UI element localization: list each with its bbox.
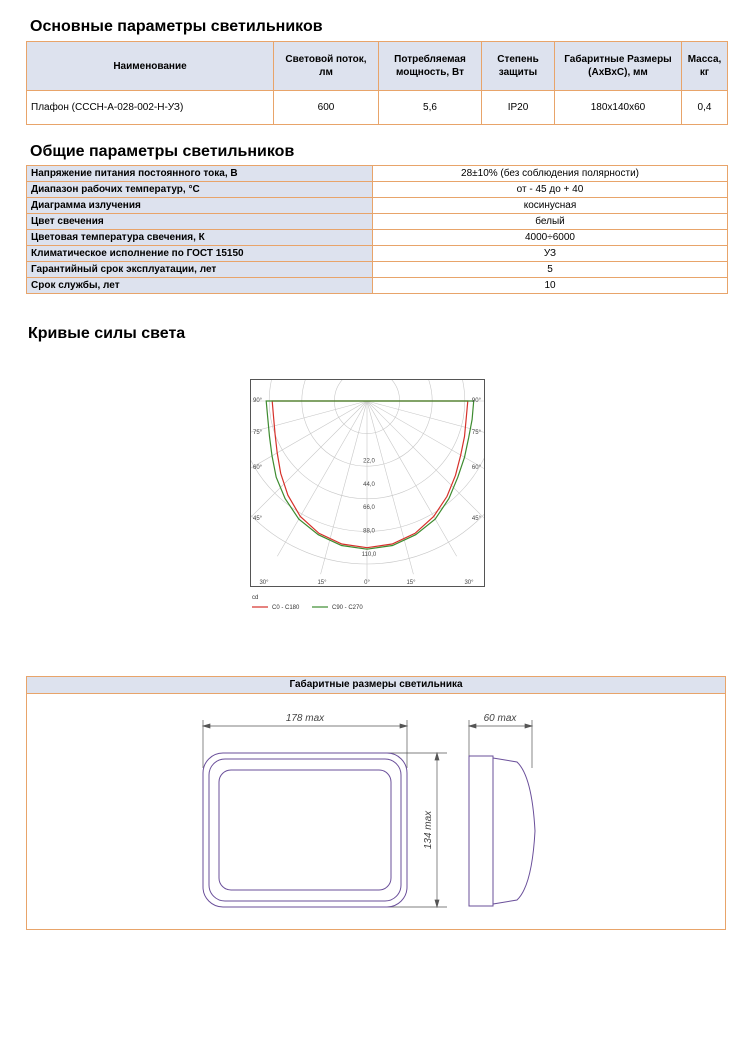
param-label: Срок службы, лет	[27, 278, 373, 294]
param-value: УЗ	[373, 246, 728, 262]
dimensions-drawing	[27, 694, 725, 930]
angle-label-left: 75°	[253, 430, 263, 436]
header-mass: Масса, кг	[682, 42, 728, 91]
angle-label-bottom: 15°	[317, 580, 327, 586]
radial-tick-label: 22,0	[363, 458, 375, 465]
general-row	[27, 214, 728, 230]
header-protection: Степень защиты	[482, 42, 555, 91]
cell-mass: 0,4	[682, 91, 728, 125]
param-label: Гарантийный срок эксплуатации, лет	[27, 262, 373, 278]
header-name: Наименование	[27, 42, 274, 91]
param-value: 5	[373, 262, 728, 278]
header-flux: Световой поток, лм	[274, 42, 379, 91]
angle-label-left: 90°	[253, 398, 263, 404]
dimensions-title: Габаритные размеры светильника	[27, 677, 725, 694]
angle-label-bottom: 15°	[406, 580, 416, 586]
front-outline	[203, 753, 407, 907]
side-base	[469, 756, 493, 906]
angle-label-left: 45°	[253, 516, 263, 522]
curves-title: Кривые силы света	[28, 325, 186, 342]
front-view	[203, 753, 407, 907]
angle-label-bottom: 0°	[364, 580, 370, 586]
front-rim	[209, 759, 401, 901]
param-label: Цветовая температура свечения, К	[27, 230, 373, 246]
param-label: Напряжение питания постоянного тока, В	[27, 166, 373, 182]
chart-unit-label: cd	[252, 595, 259, 601]
legend-label-c0: C0 - C180	[272, 605, 300, 611]
general-row	[27, 230, 728, 246]
general-row	[27, 182, 728, 198]
general-row	[27, 198, 728, 214]
angle-label-bottom: 30°	[259, 580, 269, 586]
cell-dimensions: 180х140х60	[555, 91, 682, 125]
angle-label-right: 90°	[471, 398, 481, 404]
param-value: от - 45 до + 40	[373, 182, 728, 198]
param-label: Диапазон рабочих температур, °С	[27, 182, 373, 198]
header-dimensions: Габаритные Размеры (АхВхС), мм	[555, 42, 682, 91]
general-row	[27, 262, 728, 278]
height-label: 134 max	[423, 810, 434, 850]
angle-label-bottom: 30°	[464, 580, 474, 586]
radial-tick-label: 66,0	[363, 505, 375, 512]
main-params-table	[26, 41, 728, 125]
polar-light-distribution-chart	[250, 379, 490, 619]
general-params-table	[26, 165, 728, 294]
param-value: 28±10% (без соблюдения полярности)	[373, 166, 728, 182]
header-power: Потребляемая мощность, Вт	[379, 42, 482, 91]
cell-protection: IP20	[482, 91, 555, 125]
cell-name: Плафон (ССCН-А-028-002-Н-УЗ)	[27, 91, 274, 125]
depth-label: 60 max	[483, 713, 517, 724]
angle-label-left: 60°	[253, 465, 263, 471]
general-row	[27, 278, 728, 294]
dimension-labels	[286, 713, 518, 849]
cell-flux: 600	[274, 91, 379, 125]
param-label: Диаграмма излучения	[27, 198, 373, 214]
radial-tick-label: 110,0	[361, 551, 377, 558]
dimension-lines	[203, 720, 532, 907]
general-row	[27, 166, 728, 182]
radial-tick-label: 88,0	[363, 528, 375, 535]
param-value: 10	[373, 278, 728, 294]
main-params-header-row	[27, 42, 728, 91]
dimensions-panel	[26, 676, 726, 930]
param-value: косинусная	[373, 198, 728, 214]
front-diffuser	[219, 770, 391, 890]
angle-label-right: 45°	[471, 516, 481, 522]
radial-tick-label: 44,0	[363, 481, 375, 488]
angle-label-right: 75°	[471, 430, 481, 436]
cell-power: 5,6	[379, 91, 482, 125]
main-params-title: Основные параметры светильников	[30, 18, 323, 35]
side-dome	[493, 758, 535, 904]
angle-label-right: 60°	[471, 465, 481, 471]
param-value: 4000÷6000	[373, 230, 728, 246]
legend-label-c90: C90 - C270	[332, 605, 363, 611]
general-params-title: Общие параметры светильников	[30, 143, 295, 160]
param-value: белый	[373, 214, 728, 230]
width-label: 178 max	[285, 713, 325, 724]
main-params-row	[27, 91, 728, 125]
param-label: Климатическое исполнение по ГОСТ 15150	[27, 246, 373, 262]
side-view	[469, 756, 535, 906]
general-row	[27, 246, 728, 262]
param-label: Цвет свечения	[27, 214, 373, 230]
